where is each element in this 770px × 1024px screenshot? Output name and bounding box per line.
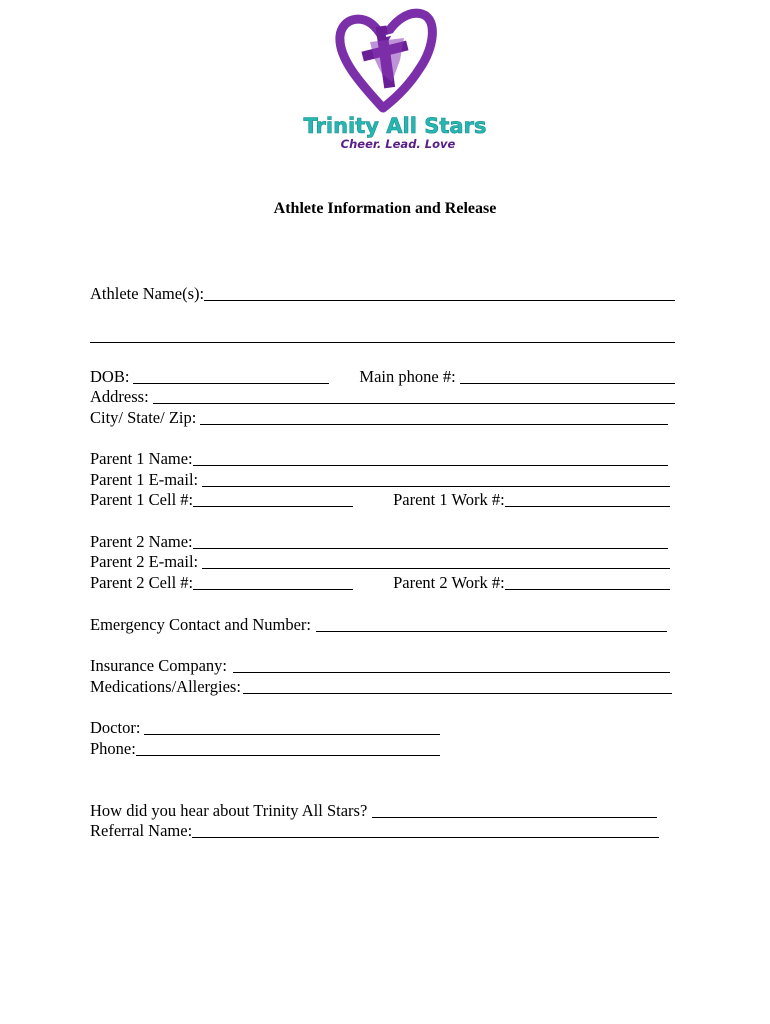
cross-icon [361,25,408,88]
parent2-email-field[interactable] [202,552,670,569]
brand-tagline: Cheer. Lead. Love [340,137,456,151]
parent1-cell-label: Parent 1 Cell #: [90,490,194,509]
doctor-field[interactable] [144,718,440,735]
insurance-row [90,655,670,676]
brand-name: Trinity All Stars [303,114,487,138]
address-row [90,386,675,407]
referral-name-label: Referral Name: [90,821,193,840]
dob-field[interactable] [133,367,329,384]
how-heard-label: How did you hear about Trinity All Stars? [90,801,368,820]
dob-phone-row [90,366,675,387]
parent2-phones-row [90,572,670,593]
doctor-label: Doctor: [90,718,141,737]
parent2-cell-field[interactable] [193,573,353,590]
address-field[interactable] [153,387,675,404]
parent2-name-field[interactable] [193,532,668,549]
emergency-contact-field[interactable] [316,615,667,632]
parent1-phones-row [90,489,670,510]
city-state-zip-row [90,407,668,428]
parent2-email-label: Parent 2 E-mail: [90,552,199,571]
doctor-row [90,717,440,738]
parent2-name-row [90,531,668,552]
doctor-phone-field[interactable] [136,739,440,756]
parent2-cell-label: Parent 2 Cell #: [90,573,194,592]
city-state-zip-label: City/ State/ Zip: [90,408,197,427]
referral-name-row [90,820,659,841]
athlete-names-label: Athlete Name(s): [90,284,205,303]
parent1-work-field[interactable] [505,490,670,507]
address-label: Address: [90,387,149,406]
parent1-work-label: Parent 1 Work #: [393,490,505,509]
emergency-contact-label: Emergency Contact and Number: [90,615,312,634]
parent1-email-row [90,469,670,490]
parent1-cell-field[interactable] [193,490,353,507]
athlete-names-row [90,283,675,304]
parent2-work-label: Parent 2 Work #: [393,573,505,592]
parent1-email-label: Parent 1 E-mail: [90,470,199,489]
parent1-name-field[interactable] [193,449,668,466]
medications-row [90,676,672,697]
parent2-work-field[interactable] [505,573,670,590]
city-state-zip-field[interactable] [200,408,668,425]
heart-cross-icon [300,8,490,153]
parent1-email-field[interactable] [202,470,670,487]
main-phone-field[interactable] [460,367,675,384]
dob-label: DOB: [90,367,130,386]
doctor-phone-label: Phone: [90,739,136,758]
how-heard-field[interactable] [372,801,657,818]
parent2-email-row [90,551,670,572]
insurance-label: Insurance Company: [90,656,228,675]
athlete-names-field[interactable] [204,284,675,301]
how-heard-row [90,800,657,821]
referral-name-field[interactable] [192,821,659,838]
athlete-names-field-2[interactable] [90,326,675,343]
parent1-name-row [90,448,668,469]
emergency-contact-row [90,614,667,635]
trinity-all-stars-logo [300,8,490,153]
medications-label: Medications/Allergies: [90,677,241,696]
insurance-field[interactable] [233,656,670,673]
doctor-phone-row [90,738,440,759]
parent2-name-label: Parent 2 Name: [90,532,193,551]
athlete-names-continuation-row [90,325,675,346]
parent1-name-label: Parent 1 Name: [90,449,193,468]
main-phone-label: Main phone #: [359,367,456,386]
form-title: Athlete Information and Release [273,200,497,217]
medications-field[interactable] [243,677,672,694]
